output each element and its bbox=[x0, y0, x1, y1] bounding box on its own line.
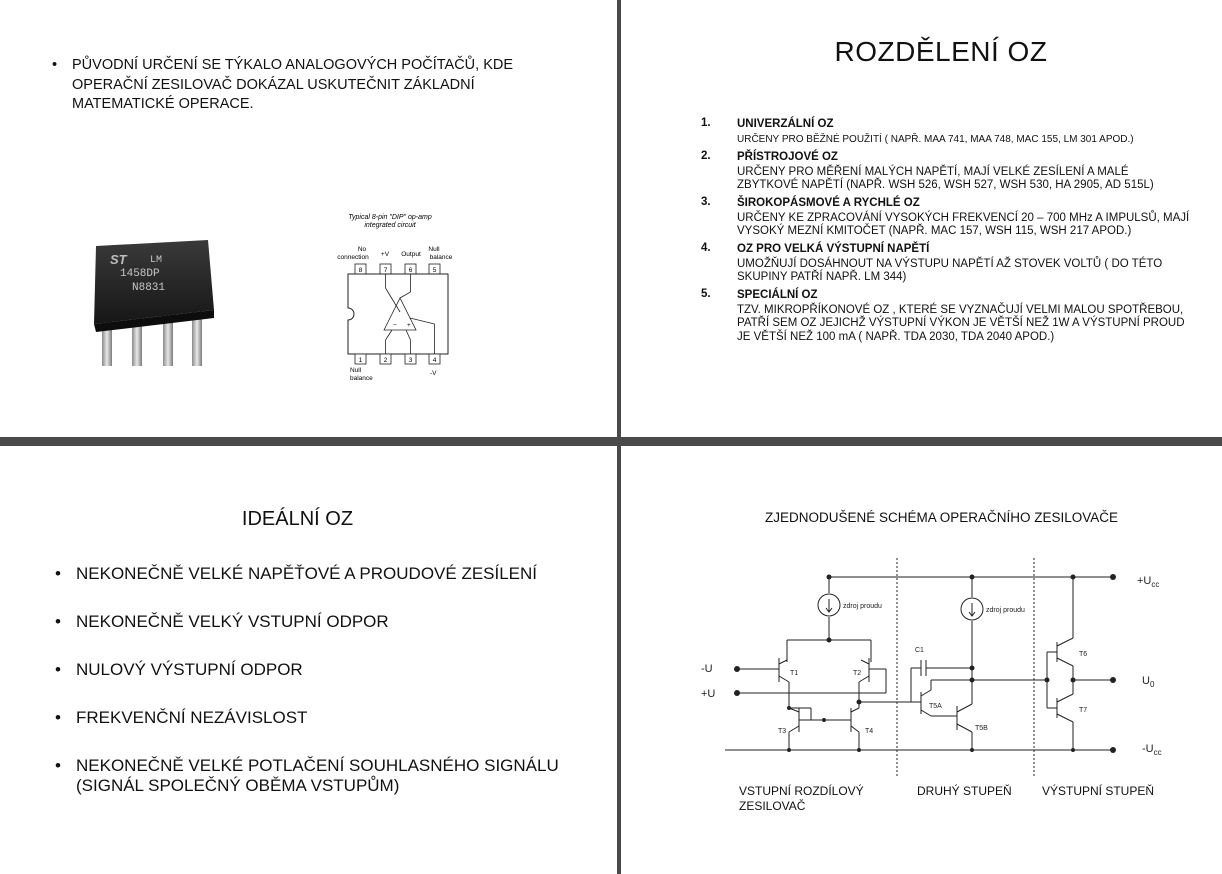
slide-opamp-schematic bbox=[621, 446, 1222, 874]
label-c1: C1 bbox=[915, 647, 924, 654]
label-t1: T1 bbox=[790, 670, 799, 677]
classification-list bbox=[701, 117, 1191, 347]
stage1-label-line1: VSTUPNÍ ROZDÍLOVÝ bbox=[739, 784, 864, 798]
label-minus-v: -V bbox=[430, 370, 437, 377]
chip-marking-2: 1458DP bbox=[120, 268, 160, 280]
item-description: URČENY KE ZPRACOVÁNÍ VYSOKÝCH FREKVENCÍ 20 – 700 MHz A IMPULSŮ, MAJÍ VYSOKÝ MEZNÍ KMITOČET (NAPŘ. MAC 157, WSH 115, WSH 217 APOD.) bbox=[737, 211, 1190, 237]
list-item bbox=[55, 564, 575, 584]
input-minus-u: -U bbox=[701, 663, 713, 675]
bottom-pin-row bbox=[355, 354, 440, 364]
rail-plus-ucc: $+U_{cc}$ bbox=[1137, 575, 1160, 589]
list-item bbox=[701, 196, 1191, 239]
svg-text:ST: ST bbox=[110, 252, 127, 267]
bullet-dot: • bbox=[55, 660, 61, 679]
rail-minus-ucc: $-U_{cc}$ bbox=[1142, 743, 1162, 757]
item-number: 3. bbox=[701, 195, 711, 208]
input-plus-u: +U bbox=[701, 688, 716, 700]
item-description: UMOŽŇUJÍ DOSÁHNOUT NA VÝSTUPU NAPĚTÍ AŽ STOVEK VOLTŮ ( DO TÉTO SKUPINY PATŘÍ NAPŘ. LM 344) bbox=[737, 257, 1163, 283]
item-description: URČENY PRO MĚŘENÍ MALÝCH NAPĚTÍ, MAJÍ VELKÉ ZESÍLENÍ A MALÉ ZBYTKOVÉ NAPĚTÍ (NAPŘ. WSH 526, WSH 527, WSH 530, HA 2905, AD 515L) bbox=[737, 165, 1154, 191]
label-output: Output bbox=[401, 251, 421, 258]
label-plus-v: +V bbox=[380, 251, 390, 258]
label-t5a: T5A bbox=[929, 703, 942, 710]
bullet-dot: • bbox=[52, 57, 58, 73]
list-item bbox=[701, 150, 1191, 193]
item-number: 4. bbox=[701, 241, 711, 254]
pin-3: 3 bbox=[408, 357, 413, 364]
current-source-label-2: zdroj proudu bbox=[986, 607, 1025, 614]
slide3-title: IDEÁLNÍ OZ bbox=[241, 508, 354, 530]
pin-4: 4 bbox=[432, 357, 437, 364]
item-heading: ŠIROKOPÁSMOVÉ A RYCHLÉ OZ bbox=[737, 196, 920, 209]
list-item bbox=[55, 612, 575, 632]
list-item bbox=[701, 288, 1191, 345]
label-t6: T6 bbox=[1079, 651, 1088, 658]
item-heading: PŘÍSTROJOVÉ OZ bbox=[737, 150, 838, 163]
opamp-plus-sign: + bbox=[407, 322, 411, 329]
slide1-bullet-text: PŮVODNÍ URČENÍ SE TÝKALO ANALOGOVÝCH POČÍTAČŮ, KDE OPERAČNÍ ZESILOVAČ DOKÁZAL USKUTEČNIT ZÁKLADNÍ MATEMATICKÉ OPERACE. bbox=[72, 57, 514, 112]
item-heading: SPECIÁLNÍ OZ bbox=[737, 288, 818, 301]
pin-8: 8 bbox=[358, 267, 363, 274]
pinout-caption-2: integrated circuit bbox=[364, 222, 416, 229]
list-item-text: NEKONEČNĚ VELKÉ POTLAČENÍ SOUHLASNÉHO SIGNÁLU (SIGNÁL SPOLEČNÝ OBĚMA VSTUPŮM) bbox=[76, 756, 559, 795]
item-number: 2. bbox=[701, 149, 711, 162]
item-number: 5. bbox=[701, 287, 711, 300]
bullet-dot: • bbox=[55, 612, 61, 631]
list-item bbox=[55, 708, 575, 728]
pin-2: 2 bbox=[383, 357, 388, 364]
opamp-schematic bbox=[621, 446, 1222, 874]
list-item bbox=[55, 756, 575, 796]
label-null-balance-top-2: balance bbox=[429, 254, 453, 261]
horizontal-divider bbox=[0, 437, 1222, 446]
label-null-bottom-2: balance bbox=[350, 375, 373, 382]
item-description: TZV. MIKROPŘÍKONOVÉ OZ , KTERÉ SE VYZNAČUJÍ VELMI MALOU SPOTŘEBOU, PATŘÍ SEM OZ JEJICHŽ VÝSTUPNÍ VÝKON JE VĚTŠÍ NEŽ 1W A VÝSTUPNÍ PROUD JE VĚTŠÍ NEŽ 100 mA ( NAPŘ. TDA 2030, TDA 2040 APOD.) bbox=[737, 303, 1185, 343]
item-heading: OZ PRO VELKÁ VÝSTUPNÍ NAPĚTÍ bbox=[737, 242, 930, 255]
label-no-connection-2: connection bbox=[337, 254, 369, 261]
label-null-balance-top-1: Null bbox=[428, 246, 440, 253]
bullet-dot: • bbox=[55, 564, 61, 583]
st-logo bbox=[110, 252, 128, 267]
label-t7: T7 bbox=[1079, 707, 1088, 714]
slide-opamp-classification bbox=[621, 0, 1222, 437]
pinout-caption-1: Typical 8-pin "DIP" op-amp bbox=[348, 214, 432, 221]
stage1-label-line2: ZESILOVAČ bbox=[739, 799, 806, 813]
slide4-title: ZJEDNODUŠENÉ SCHÉMA OPERAČNÍHO ZESILOVAČE bbox=[764, 510, 1119, 525]
stage1-label bbox=[739, 784, 864, 814]
slide-ideal-opamp bbox=[0, 446, 617, 874]
stage3-label: VÝSTUPNÍ STUPEŇ bbox=[1042, 784, 1155, 798]
label-t4: T4 bbox=[865, 728, 874, 735]
pin-1: 1 bbox=[358, 357, 363, 364]
list-item bbox=[701, 242, 1191, 285]
chip-marking-3: N8831 bbox=[132, 282, 166, 294]
label-null-bottom-1: Null bbox=[350, 367, 362, 374]
item-number: 1. bbox=[701, 117, 711, 129]
stage2-label: DRUHÝ STUPEŇ bbox=[917, 784, 1012, 798]
output-u0: $U_0$ bbox=[1142, 675, 1155, 689]
ideal-properties-list bbox=[55, 564, 575, 824]
list-item-text: FREKVENČNÍ NEZÁVISLOST bbox=[76, 708, 308, 727]
list-item bbox=[55, 660, 575, 680]
label-t2: T2 bbox=[853, 670, 862, 677]
item-description: URČENY PRO BĚŽNÉ POUŽITÍ ( NAPŘ. MAA 741, MAA 748, MAC 155, LM 301 APOD.) bbox=[737, 134, 1134, 145]
opamp-minus-sign: − bbox=[393, 322, 397, 329]
slide-analog-computers bbox=[0, 0, 617, 437]
dip-body bbox=[348, 274, 448, 354]
bullet-dot: • bbox=[55, 756, 61, 775]
label-no-connection-1: No bbox=[357, 246, 367, 253]
current-source-label-1: zdroj proudu bbox=[843, 603, 882, 610]
list-item bbox=[701, 117, 1191, 147]
label-t5b: T5B bbox=[975, 725, 988, 732]
pin-5: 5 bbox=[432, 267, 437, 274]
chip-marking-1: LM bbox=[150, 255, 163, 266]
dip-pinout-diagram bbox=[328, 206, 468, 386]
label-t3: T3 bbox=[778, 728, 787, 735]
item-heading: UNIVERZÁLNÍ OZ bbox=[737, 118, 834, 130]
list-item-text: NEKONEČNĚ VELKÉ NAPĚŤOVÉ A PROUDOVÉ ZESÍLENÍ bbox=[76, 564, 538, 583]
list-item-text: NEKONEČNĚ VELKÝ VSTUPNÍ ODPOR bbox=[76, 612, 389, 631]
pin-7: 7 bbox=[383, 267, 388, 274]
top-pin-row bbox=[355, 264, 440, 274]
opamp-chip-photo bbox=[90, 234, 220, 374]
pin-6: 6 bbox=[408, 267, 413, 274]
slide2-title: ROZDĚLENÍ OZ bbox=[834, 36, 1048, 67]
list-item-text: NULOVÝ VÝSTUPNÍ ODPOR bbox=[76, 660, 303, 679]
bullet-dot: • bbox=[55, 708, 61, 727]
